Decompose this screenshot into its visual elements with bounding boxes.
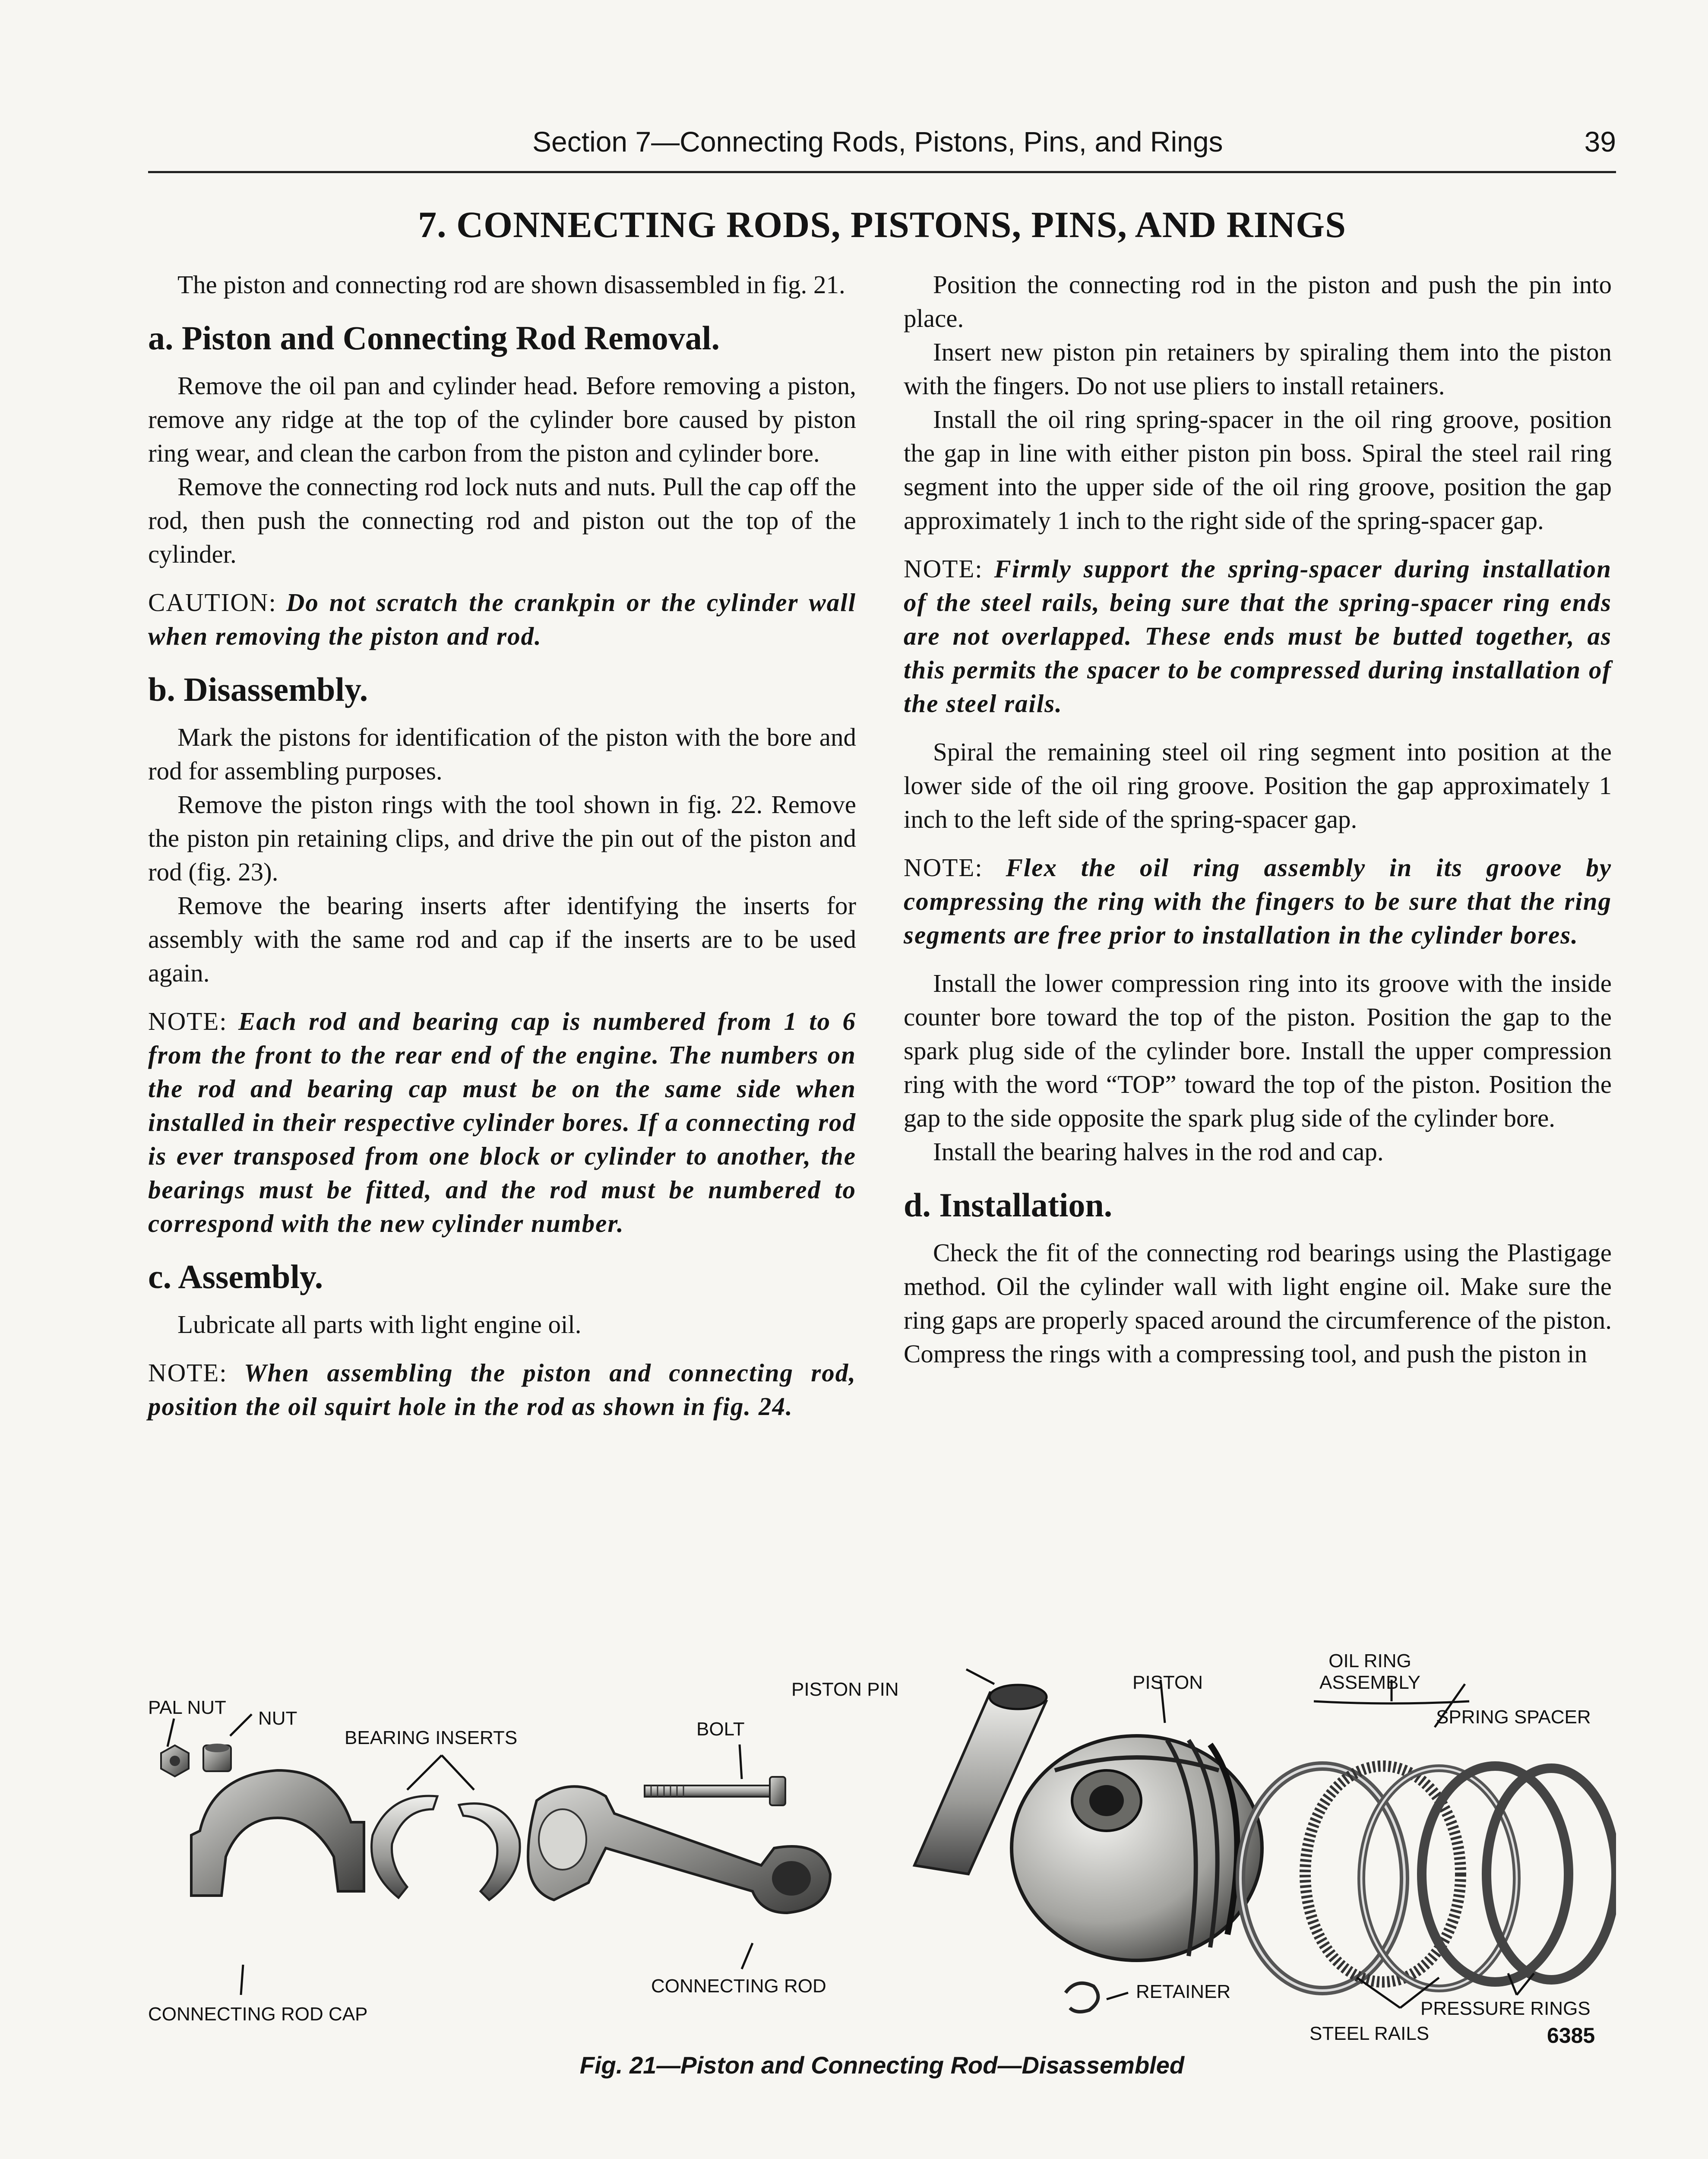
header-rule [148, 171, 1616, 173]
caution-note [148, 586, 856, 653]
figure-caption: Fig. 21—Piston and Connecting Rod—Disassembled [579, 2051, 1185, 2079]
figure-number: 6385 [1547, 2023, 1595, 2048]
paragraph: Install the lower compression ring into its groove with the inside counter bore toward the top of the piston. Position the gap to the spark plug side of the cylinder bore. Install the upper compression ring with the word “TOP” toward the top of the piston. Position the gap to the side opposite the spark plug side of the cylinder bore. [904, 969, 1612, 1132]
note-label: NOTE: [904, 554, 983, 583]
note-text: Firmly support the spring-spacer during installation of the steel rails, being sure that the spring-spacer ring ends are not overlapped. These ends must be butted together, as this permits the spacer to be compressed during installation of the steel rails. [904, 554, 1612, 718]
label-bearing-inserts: BEARING INSERTS [345, 1727, 518, 1748]
note-label: NOTE: [148, 1007, 228, 1035]
running-header [148, 123, 1616, 162]
caution-text: Do not scratch the crankpin or the cylinder wall when removing the piston and rod. [148, 588, 856, 650]
label-oil-ring-assembly [1305, 1650, 1435, 1694]
label-oil-ring-line2: ASSEMBLY [1319, 1672, 1420, 1693]
paragraph: Position the connecting rod in the piston and push the pin into place. [904, 270, 1612, 332]
figure-21 [148, 1632, 1616, 2064]
heading-b: b. Disassembly. [148, 671, 368, 708]
paragraph: Check the fit of the connecting rod bearings using the Plastigage method. Oil the cylinder wall with light engine oil. Make sure the ring gaps are properly spaced around the circumference of the piston. Compress the rings with a compressing tool, and push the piston in [904, 1238, 1612, 1368]
nut-icon [203, 1744, 231, 1771]
label-spring-spacer: SPRING SPACER [1436, 1706, 1591, 1728]
note-text: Each rod and bearing cap is numbered from 1 to 6 from the front to the rear end of the engine. The numbers on the rod and bearing cap must be on the same side when installed in their respective cylinder bores. If a connecting rod is ever transposed from one block or cylinder to another, the bearings must be fitted, and the rod must be numbered to correspond with the new cylinder number. [148, 1007, 857, 1238]
heading-d: d. Installation. [904, 1186, 1113, 1224]
label-nut: NUT [258, 1708, 297, 1729]
label-oil-ring-line1: OIL RING [1328, 1650, 1411, 1671]
section-title: Section 7—Connecting Rods, Pistons, Pins, and Rings [532, 126, 1223, 158]
pal-nut-icon [161, 1745, 189, 1776]
caution-label: CAUTION: [148, 588, 277, 617]
note-label: NOTE: [904, 853, 983, 882]
label-pressure-rings: PRESSURE RINGS [1420, 1998, 1591, 2019]
paragraph: Spiral the remaining steel oil ring segment into position at the lower side of the oil ring groove. Position the gap approximately 1 inch to the left side of the spring-spacer gap. [904, 738, 1612, 833]
note-label: NOTE: [148, 1358, 228, 1387]
intro-paragraph: The piston and connecting rod are shown disassembled in fig. 21. [177, 270, 845, 299]
label-retainer: RETAINER [1136, 1981, 1231, 2002]
paragraph: Remove the piston rings with the tool shown in fig. 22. Remove the piston pin retaining clips, and drive the pin out of the piston and rod (fig. 23). [148, 790, 856, 886]
paragraph: Insert new piston pin retainers by spiraling them into the piston with the fingers. Do not use pliers to install retainers. [904, 338, 1612, 400]
bearing-insert-icon [459, 1804, 520, 1900]
label-connecting-rod: CONNECTING ROD [651, 1975, 826, 1997]
piston-icon [1012, 1736, 1262, 1960]
label-connecting-rod-cap: CONNECTING ROD CAP [148, 2004, 368, 2025]
paragraph: Remove the oil pan and cylinder head. Before removing a piston, remove any ridge at the top of the cylinder bore caused by piston ring wear, and clean the carbon from the piston and cylinder bore. [148, 371, 856, 467]
note-text: Flex the oil ring assembly in its groove by compressing the ring with the fingers to be sure that the ring segments are free prior to installation in the cylinder bores. [904, 853, 1612, 949]
page-number: 39 [1584, 126, 1616, 158]
note-text: When assembling the piston and connecting rod, position the oil squirt hole in the rod as shown in fig. 24. [148, 1358, 856, 1421]
paragraph: Remove the connecting rod lock nuts and nuts. Pull the cap off the rod, then push the connecting rod and piston out the top of the cylinder. [148, 472, 856, 568]
note [904, 552, 1612, 720]
note [148, 1356, 856, 1423]
heading-a: a. Piston and Connecting Rod Removal. [148, 319, 720, 357]
label-piston-pin: PISTON PIN [791, 1679, 899, 1700]
paragraph: Install the bearing halves in the rod and cap. [933, 1137, 1384, 1166]
label-piston: PISTON [1132, 1672, 1203, 1693]
paragraph: Mark the pistons for identification of the piston with the bore and rod for assembling purposes. [148, 723, 856, 785]
note [148, 1004, 856, 1240]
label-pal-nut: PAL NUT [148, 1697, 226, 1718]
left-column [148, 268, 856, 1438]
label-bolt: BOLT [696, 1719, 745, 1740]
label-steel-rails: STEEL RAILS [1309, 2023, 1430, 2044]
chapter-title: 7. CONNECTING RODS, PISTONS, PINS, AND RINGS [418, 204, 1346, 245]
connecting-rod-cap-icon [191, 1770, 364, 1896]
paragraph: Lubricate all parts with light engine oil. [177, 1310, 582, 1339]
bolt-icon [645, 1777, 785, 1805]
paragraph: Install the oil ring spring-spacer in the oil ring groove, position the gap in line with either piston pin boss. Spiral the steel rail ring segment into the upper side of the oil ring groove, position the gap approximately 1 inch to the right side of the spring-spacer gap. [904, 405, 1612, 535]
retainer-icon [1066, 1983, 1098, 2012]
paragraph: Remove the bearing inserts after identifying the inserts for assembly with the same rod and cap if the inserts are to be used again. [148, 891, 856, 987]
bearing-insert-icon [372, 1796, 438, 1898]
note [904, 851, 1612, 952]
heading-c: c. Assembly. [148, 1258, 323, 1295]
right-column [904, 268, 1612, 1371]
